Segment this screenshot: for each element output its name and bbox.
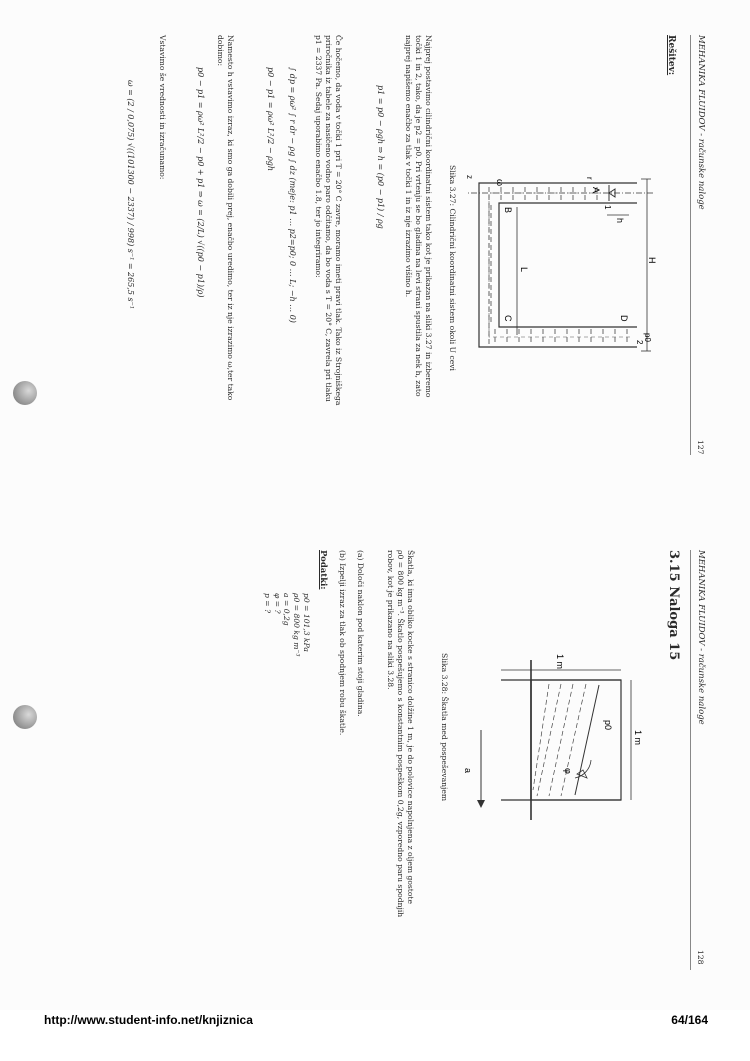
binder-hole (13, 705, 37, 729)
label-a: a (463, 768, 473, 774)
box-figure (455, 650, 661, 840)
section-title: 3.15 Naloga 15 (666, 550, 681, 661)
question-b: (b) Izpelji izraz za tlak ob spodnjem robu škatle. (338, 550, 347, 736)
paragraph-values: Vstavimo še vrednosti in izračunamo: (158, 35, 167, 180)
u-tube-figure (461, 175, 657, 355)
footer-url-link[interactable]: http://www.student-info.net/knjiznica (44, 1013, 253, 1027)
data-item: a = 0,2g (282, 593, 292, 626)
label-omega: ω (495, 179, 505, 187)
solution-heading: Rešitev: (666, 35, 676, 76)
label-L: L (519, 267, 529, 273)
paragraph-substitute: Namesto h vstavimo izraz, ki smo ga dobili prej, enačbo uredimo, ter iz nje izrazimo ω,ter tako dobimo: (216, 35, 235, 401)
intro-paragraph (404, 35, 433, 397)
label-side-top: 1 m (633, 730, 643, 746)
equation-omega: p0 − p1 = ρω² L²/2 − p0 + p1 ⇒ ω = (2/L) √((p0 − p1)/ρ) (196, 67, 205, 298)
label-B: B (503, 207, 513, 214)
right-page-number: 128 (696, 950, 705, 965)
question-a: (a) Določi naklon pod katerim stoji gladina. (356, 550, 365, 717)
right-header-rule (690, 550, 691, 970)
label-1: 1 (603, 205, 612, 210)
label-h: h (615, 218, 625, 224)
rotated-page-canvas (15, 5, 715, 1005)
label-box-p0: p0 (603, 720, 613, 731)
data-heading: Podatki: (318, 550, 328, 590)
equation-result: ω = (2 / 0,075) √((101300 − 2337) / 998) s⁻¹ = 265,5 s⁻¹ (126, 80, 135, 310)
left-header-rule (690, 35, 691, 455)
equation-integral-result: p0 − p1 = ρω² L²/2 − ρgh (266, 67, 275, 172)
label-p0: p0 (643, 333, 652, 342)
data-item: φ = ? (272, 593, 282, 614)
data-item: p0 = 101,3 kPa (302, 593, 311, 652)
left-figure-caption: Slika 3.27: Cilindrični koordinatni sistem okoli U cevi (448, 165, 457, 371)
label-r: r (585, 177, 594, 180)
intro-line: točki 1 in 2, tako, da je p2 = p0. Pri vrtenju se bo gladina na levi strani spustila za nek h, zato (414, 35, 424, 397)
footer-page-counter: 64/164 (671, 1013, 708, 1027)
label-z: z (465, 175, 474, 179)
label-2: 2 (635, 340, 644, 345)
label-H: H (647, 257, 657, 264)
label-A: A (591, 187, 601, 194)
label-side-left: 1 m (555, 654, 565, 670)
intro-line: najprej napišemo enačbo za tlak v točki 1 in iz nje izrazimo višino h. (404, 35, 414, 298)
equation-integral: ∫ dp = ρω² ∫ r dr − ρg ∫ dz (meje: p1 … p2=p0; 0 … L; −h … 0) (288, 67, 297, 323)
paragraph-boiling: Če hočemo, da voda v točki 1 pri T = 20° C zavre, moramo imeti pravi tlak. Tako iz Strojniškega priročnika iz tabele za nasičeno vodno paro odčitamo, da bo voda s T = 20° C, zavrela pri tlaku p1 = 2337 Pa. Sedaj uporabimo enačbo 1.8, ter jo integriramo: (314, 35, 343, 406)
data-item: ρ0 = 800 kg m⁻³ (292, 593, 302, 657)
label-phi: φ (563, 768, 573, 774)
task-paragraph: Škatla, ki ima obliko kocke s stranico dolžine 1 m, je do polovice napolnjena z oljem gostote ρ0 = 800 kg m⁻³. Škatlo pospešujemo s konstantnim pospeškom 0,2g, vzporedno paru spodnjih robov, kot je prikazano na sliki 3.28. (386, 550, 415, 918)
binder-hole (13, 381, 37, 405)
right-figure-caption: Slika 3.28: Škatla med pospeševanjem (440, 653, 449, 802)
data-list (262, 593, 311, 657)
equation-height: p1 = p0 − ρgh ⇒ h = (p0 − p1) / ρg (376, 85, 385, 229)
intro-line: Najprej postavimo cilindrični koordinatni sistem tako kot je prikazan na sliki 3.27 in izberemo (424, 35, 433, 398)
right-header-title: MEHANIKA FLUIDOV - računske naloge (696, 550, 706, 725)
data-item: p = ? (262, 593, 272, 614)
left-page-number: 127 (696, 440, 705, 455)
left-header-title: MEHANIKA FLUIDOV - računske naloge (696, 35, 706, 210)
label-C: C (503, 315, 513, 322)
label-D: D (619, 315, 629, 322)
